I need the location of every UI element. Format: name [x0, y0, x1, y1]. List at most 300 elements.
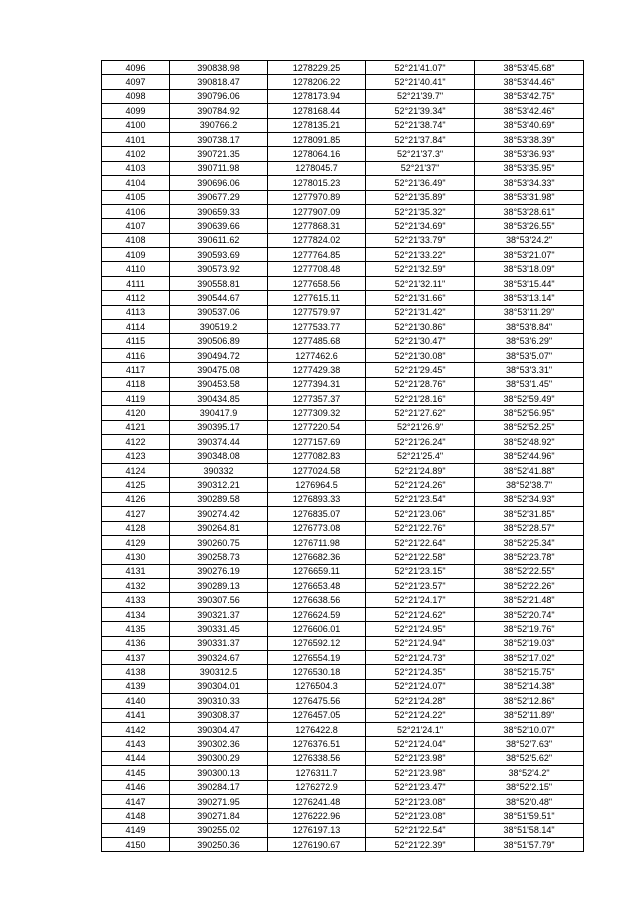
y-coordinate-cell: 1277764.85	[268, 248, 366, 262]
y-coordinate-cell: 1276893.33	[268, 492, 366, 506]
y-coordinate-cell: 1276682.36	[268, 550, 366, 564]
table-row	[102, 722, 584, 736]
latitude-cell: 52°21'23.08"	[366, 809, 475, 823]
y-coordinate-cell: 1276638.56	[268, 593, 366, 607]
longitude-cell: 38°52'44.96"	[475, 449, 584, 463]
y-coordinate-cell: 1276592.12	[268, 636, 366, 650]
longitude-cell: 38°52'12.86"	[475, 694, 584, 708]
longitude-cell: 38°53'26.55"	[475, 219, 584, 233]
x-coordinate-cell: 390284.17	[170, 780, 268, 794]
latitude-cell: 52°21'24.94"	[366, 636, 475, 650]
point-number-cell: 4116	[102, 348, 170, 362]
x-coordinate-cell: 390310.33	[170, 694, 268, 708]
table-row	[102, 593, 584, 607]
point-number-cell: 4108	[102, 233, 170, 247]
point-number-cell: 4134	[102, 607, 170, 621]
point-number-cell: 4101	[102, 132, 170, 146]
table-row	[102, 492, 584, 506]
longitude-cell: 38°53'40.69"	[475, 118, 584, 132]
y-coordinate-cell: 1276190.67	[268, 838, 366, 852]
table-row	[102, 435, 584, 449]
latitude-cell: 52°21'25.4"	[366, 449, 475, 463]
y-coordinate-cell: 1278045.7	[268, 161, 366, 175]
table-row	[102, 579, 584, 593]
table-row	[102, 780, 584, 794]
y-coordinate-cell: 1277309.32	[268, 406, 366, 420]
x-coordinate-cell: 390331.37	[170, 636, 268, 650]
y-coordinate-cell: 1277429.38	[268, 363, 366, 377]
x-coordinate-cell: 390573.92	[170, 262, 268, 276]
point-number-cell: 4138	[102, 665, 170, 679]
latitude-cell: 52°21'39.34"	[366, 104, 475, 118]
latitude-cell: 52°21'37"	[366, 161, 475, 175]
latitude-cell: 52°21'24.89"	[366, 463, 475, 477]
point-number-cell: 4103	[102, 161, 170, 175]
latitude-cell: 52°21'39.7"	[366, 89, 475, 103]
point-number-cell: 4100	[102, 118, 170, 132]
longitude-cell: 38°52'22.26"	[475, 579, 584, 593]
x-coordinate-cell: 390304.01	[170, 679, 268, 693]
point-number-cell: 4105	[102, 190, 170, 204]
y-coordinate-cell: 1277708.48	[268, 262, 366, 276]
y-coordinate-cell: 1278015.23	[268, 176, 366, 190]
point-number-cell: 4144	[102, 751, 170, 765]
x-coordinate-cell: 390304.47	[170, 722, 268, 736]
longitude-cell: 38°52'20.74"	[475, 607, 584, 621]
latitude-cell: 52°21'22.64"	[366, 535, 475, 549]
point-number-cell: 4146	[102, 780, 170, 794]
longitude-cell: 38°52'17.02"	[475, 651, 584, 665]
y-coordinate-cell: 1278064.16	[268, 147, 366, 161]
y-coordinate-cell: 1276311.7	[268, 766, 366, 780]
longitude-cell: 38°53'11.29"	[475, 305, 584, 319]
x-coordinate-cell: 390494.72	[170, 348, 268, 362]
point-number-cell: 4126	[102, 492, 170, 506]
x-coordinate-cell: 390332	[170, 463, 268, 477]
latitude-cell: 52°21'31.42"	[366, 305, 475, 319]
point-number-cell: 4133	[102, 593, 170, 607]
point-number-cell: 4149	[102, 823, 170, 837]
point-number-cell: 4115	[102, 334, 170, 348]
point-number-cell: 4107	[102, 219, 170, 233]
table-row	[102, 190, 584, 204]
table-row	[102, 521, 584, 535]
latitude-cell: 52°21'32.59"	[366, 262, 475, 276]
y-coordinate-cell: 1277868.31	[268, 219, 366, 233]
x-coordinate-cell: 390659.33	[170, 204, 268, 218]
point-number-cell: 4140	[102, 694, 170, 708]
x-coordinate-cell: 390300.29	[170, 751, 268, 765]
latitude-cell: 52°21'36.49"	[366, 176, 475, 190]
longitude-cell: 38°53'28.61"	[475, 204, 584, 218]
longitude-cell: 38°51'57.79"	[475, 838, 584, 852]
y-coordinate-cell: 1277462.6	[268, 348, 366, 362]
table-row	[102, 61, 584, 75]
x-coordinate-cell: 390721.35	[170, 147, 268, 161]
longitude-cell: 38°53'34.33"	[475, 176, 584, 190]
x-coordinate-cell: 390271.95	[170, 794, 268, 808]
point-number-cell: 4098	[102, 89, 170, 103]
point-number-cell: 4143	[102, 737, 170, 751]
longitude-cell: 38°53'38.39"	[475, 132, 584, 146]
y-coordinate-cell: 1278135.21	[268, 118, 366, 132]
x-coordinate-cell: 390331.45	[170, 622, 268, 636]
table-row	[102, 334, 584, 348]
longitude-cell: 38°52'59.49"	[475, 391, 584, 405]
latitude-cell: 52°21'24.35"	[366, 665, 475, 679]
y-coordinate-cell: 1276659.11	[268, 564, 366, 578]
x-coordinate-cell: 390838.98	[170, 61, 268, 75]
table-row	[102, 564, 584, 578]
x-coordinate-cell: 390321.37	[170, 607, 268, 621]
point-number-cell: 4132	[102, 579, 170, 593]
point-number-cell: 4147	[102, 794, 170, 808]
latitude-cell: 52°21'24.28"	[366, 694, 475, 708]
x-coordinate-cell: 390260.75	[170, 535, 268, 549]
longitude-cell: 38°53'1.45"	[475, 377, 584, 391]
x-coordinate-cell: 390475.08	[170, 363, 268, 377]
longitude-cell: 38°53'35.95"	[475, 161, 584, 175]
point-number-cell: 4142	[102, 722, 170, 736]
table-row	[102, 132, 584, 146]
y-coordinate-cell: 1277907.09	[268, 204, 366, 218]
table-row	[102, 291, 584, 305]
longitude-cell: 38°52'31.85"	[475, 507, 584, 521]
longitude-cell: 38°53'42.46"	[475, 104, 584, 118]
table-row	[102, 636, 584, 650]
x-coordinate-cell: 390258.73	[170, 550, 268, 564]
x-coordinate-cell: 390593.69	[170, 248, 268, 262]
latitude-cell: 52°21'33.79"	[366, 233, 475, 247]
x-coordinate-cell: 390271.84	[170, 809, 268, 823]
x-coordinate-cell: 390766.2	[170, 118, 268, 132]
latitude-cell: 52°21'23.15"	[366, 564, 475, 578]
x-coordinate-cell: 390434.85	[170, 391, 268, 405]
latitude-cell: 52°21'24.26"	[366, 478, 475, 492]
y-coordinate-cell: 1276457.05	[268, 708, 366, 722]
x-coordinate-cell: 390506.89	[170, 334, 268, 348]
point-number-cell: 4148	[102, 809, 170, 823]
y-coordinate-cell: 1276653.48	[268, 579, 366, 593]
point-number-cell: 4113	[102, 305, 170, 319]
y-coordinate-cell: 1277357.37	[268, 391, 366, 405]
x-coordinate-cell: 390307.56	[170, 593, 268, 607]
table-row	[102, 420, 584, 434]
table-row	[102, 219, 584, 233]
x-coordinate-cell: 390544.67	[170, 291, 268, 305]
latitude-cell: 52°21'26.24"	[366, 435, 475, 449]
point-number-cell: 4131	[102, 564, 170, 578]
longitude-cell: 38°53'45.68"	[475, 61, 584, 75]
y-coordinate-cell: 1277824.02	[268, 233, 366, 247]
table-row	[102, 377, 584, 391]
latitude-cell: 52°21'23.54"	[366, 492, 475, 506]
latitude-cell: 52°21'37.84"	[366, 132, 475, 146]
longitude-cell: 38°52'21.48"	[475, 593, 584, 607]
y-coordinate-cell: 1277579.97	[268, 305, 366, 319]
x-coordinate-cell: 390264.81	[170, 521, 268, 535]
x-coordinate-cell: 390453.58	[170, 377, 268, 391]
x-coordinate-cell: 390300.13	[170, 766, 268, 780]
latitude-cell: 52°21'24.1"	[366, 722, 475, 736]
table-row	[102, 305, 584, 319]
table-row	[102, 794, 584, 808]
longitude-cell: 38°53'36.93"	[475, 147, 584, 161]
latitude-cell: 52°21'33.22"	[366, 248, 475, 262]
table-row	[102, 348, 584, 362]
x-coordinate-cell: 390255.02	[170, 823, 268, 837]
y-coordinate-cell: 1276711.98	[268, 535, 366, 549]
longitude-cell: 38°53'3.31"	[475, 363, 584, 377]
point-number-cell: 4139	[102, 679, 170, 693]
longitude-cell: 38°52'34.93"	[475, 492, 584, 506]
point-number-cell: 4127	[102, 507, 170, 521]
point-number-cell: 4117	[102, 363, 170, 377]
table-row	[102, 838, 584, 852]
y-coordinate-cell: 1276272.9	[268, 780, 366, 794]
latitude-cell: 52°21'22.58"	[366, 550, 475, 564]
latitude-cell: 52°21'23.57"	[366, 579, 475, 593]
x-coordinate-cell: 390395.17	[170, 420, 268, 434]
y-coordinate-cell: 1276624.59	[268, 607, 366, 621]
table-row	[102, 118, 584, 132]
longitude-cell: 38°52'11.89"	[475, 708, 584, 722]
longitude-cell: 38°52'10.07"	[475, 722, 584, 736]
table-row	[102, 708, 584, 722]
y-coordinate-cell: 1276773.08	[268, 521, 366, 535]
longitude-cell: 38°52'41.88"	[475, 463, 584, 477]
point-number-cell: 4137	[102, 651, 170, 665]
point-number-cell: 4112	[102, 291, 170, 305]
longitude-cell: 38°52'0.48"	[475, 794, 584, 808]
x-coordinate-cell: 390639.66	[170, 219, 268, 233]
y-coordinate-cell: 1276554.19	[268, 651, 366, 665]
point-number-cell: 4118	[102, 377, 170, 391]
point-number-cell: 4111	[102, 276, 170, 290]
x-coordinate-cell: 390289.58	[170, 492, 268, 506]
table-row	[102, 766, 584, 780]
point-number-cell: 4124	[102, 463, 170, 477]
table-row	[102, 147, 584, 161]
table-row	[102, 104, 584, 118]
latitude-cell: 52°21'24.73"	[366, 651, 475, 665]
longitude-cell: 38°52'52.25"	[475, 420, 584, 434]
longitude-cell: 38°53'6.29"	[475, 334, 584, 348]
y-coordinate-cell: 1276964.5	[268, 478, 366, 492]
longitude-cell: 38°52'14.38"	[475, 679, 584, 693]
longitude-cell: 38°53'44.46"	[475, 75, 584, 89]
y-coordinate-cell: 1276835.07	[268, 507, 366, 521]
table-row	[102, 809, 584, 823]
x-coordinate-cell: 390312.5	[170, 665, 268, 679]
latitude-cell: 52°21'29.45"	[366, 363, 475, 377]
x-coordinate-cell: 390348.08	[170, 449, 268, 463]
y-coordinate-cell: 1276197.13	[268, 823, 366, 837]
x-coordinate-cell: 390250.36	[170, 838, 268, 852]
point-number-cell: 4130	[102, 550, 170, 564]
longitude-cell: 38°53'8.84"	[475, 320, 584, 334]
x-coordinate-cell: 390417.9	[170, 406, 268, 420]
longitude-cell: 38°51'58.14"	[475, 823, 584, 837]
y-coordinate-cell: 1277533.77	[268, 320, 366, 334]
longitude-cell: 38°51'59.51"	[475, 809, 584, 823]
y-coordinate-cell: 1277615.11	[268, 291, 366, 305]
table-row	[102, 89, 584, 103]
longitude-cell: 38°52'38.7"	[475, 478, 584, 492]
x-coordinate-cell: 390312.21	[170, 478, 268, 492]
table-row	[102, 391, 584, 405]
latitude-cell: 52°21'41.07"	[366, 61, 475, 75]
table-row	[102, 550, 584, 564]
longitude-cell: 38°52'4.2"	[475, 766, 584, 780]
y-coordinate-cell: 1278091.85	[268, 132, 366, 146]
longitude-cell: 38°52'22.55"	[475, 564, 584, 578]
table-row	[102, 665, 584, 679]
x-coordinate-cell: 390818.47	[170, 75, 268, 89]
latitude-cell: 52°21'40.41"	[366, 75, 475, 89]
latitude-cell: 52°21'23.98"	[366, 751, 475, 765]
table-row	[102, 737, 584, 751]
table-row	[102, 535, 584, 549]
longitude-cell: 38°53'42.75"	[475, 89, 584, 103]
latitude-cell: 52°21'23.98"	[366, 766, 475, 780]
y-coordinate-cell: 1276530.18	[268, 665, 366, 679]
longitude-cell: 38°52'5.62"	[475, 751, 584, 765]
longitude-cell: 38°52'23.78"	[475, 550, 584, 564]
table-row	[102, 622, 584, 636]
x-coordinate-cell: 390796.06	[170, 89, 268, 103]
y-coordinate-cell: 1276475.56	[268, 694, 366, 708]
latitude-cell: 52°21'38.74"	[366, 118, 475, 132]
y-coordinate-cell: 1277658.56	[268, 276, 366, 290]
y-coordinate-cell: 1278229.25	[268, 61, 366, 75]
point-number-cell: 4145	[102, 766, 170, 780]
table-row	[102, 75, 584, 89]
point-number-cell: 4104	[102, 176, 170, 190]
table-row	[102, 320, 584, 334]
point-number-cell: 4129	[102, 535, 170, 549]
table-row	[102, 607, 584, 621]
latitude-cell: 52°21'24.07"	[366, 679, 475, 693]
table-row	[102, 161, 584, 175]
table-row	[102, 406, 584, 420]
point-number-cell: 4125	[102, 478, 170, 492]
point-number-cell: 4150	[102, 838, 170, 852]
point-number-cell: 4110	[102, 262, 170, 276]
point-number-cell: 4114	[102, 320, 170, 334]
table-row	[102, 751, 584, 765]
latitude-cell: 52°21'24.62"	[366, 607, 475, 621]
point-number-cell: 4096	[102, 61, 170, 75]
table-row	[102, 507, 584, 521]
y-coordinate-cell: 1277970.89	[268, 190, 366, 204]
table-row	[102, 363, 584, 377]
x-coordinate-cell: 390677.29	[170, 190, 268, 204]
latitude-cell: 52°21'28.76"	[366, 377, 475, 391]
latitude-cell: 52°21'24.22"	[366, 708, 475, 722]
point-number-cell: 4097	[102, 75, 170, 89]
table-row	[102, 478, 584, 492]
longitude-cell: 38°53'15.44"	[475, 276, 584, 290]
latitude-cell: 52°21'23.47"	[366, 780, 475, 794]
x-coordinate-cell: 390519.2	[170, 320, 268, 334]
longitude-cell: 38°52'48.92"	[475, 435, 584, 449]
y-coordinate-cell: 1276422.8	[268, 722, 366, 736]
point-number-cell: 4120	[102, 406, 170, 420]
latitude-cell: 52°21'26.9"	[366, 420, 475, 434]
y-coordinate-cell: 1277220.54	[268, 420, 366, 434]
y-coordinate-cell: 1276504.3	[268, 679, 366, 693]
x-coordinate-cell: 390302.36	[170, 737, 268, 751]
longitude-cell: 38°53'18.09"	[475, 262, 584, 276]
y-coordinate-cell: 1276376.51	[268, 737, 366, 751]
longitude-cell: 38°53'31.98"	[475, 190, 584, 204]
x-coordinate-cell: 390696.06	[170, 176, 268, 190]
point-number-cell: 4122	[102, 435, 170, 449]
latitude-cell: 52°21'27.62"	[366, 406, 475, 420]
point-number-cell: 4099	[102, 104, 170, 118]
latitude-cell: 52°21'30.47"	[366, 334, 475, 348]
point-number-cell: 4106	[102, 204, 170, 218]
latitude-cell: 52°21'22.76"	[366, 521, 475, 535]
longitude-cell: 38°52'28.57"	[475, 521, 584, 535]
table-row	[102, 276, 584, 290]
latitude-cell: 52°21'24.95"	[366, 622, 475, 636]
y-coordinate-cell: 1278206.22	[268, 75, 366, 89]
latitude-cell: 52°21'32.11"	[366, 276, 475, 290]
y-coordinate-cell: 1276241.48	[268, 794, 366, 808]
point-number-cell: 4135	[102, 622, 170, 636]
x-coordinate-cell: 390738.17	[170, 132, 268, 146]
latitude-cell: 52°21'35.89"	[366, 190, 475, 204]
x-coordinate-cell: 390374.44	[170, 435, 268, 449]
table-row	[102, 204, 584, 218]
y-coordinate-cell: 1278173.94	[268, 89, 366, 103]
latitude-cell: 52°21'23.08"	[366, 794, 475, 808]
table-row	[102, 233, 584, 247]
x-coordinate-cell: 390274.42	[170, 507, 268, 521]
latitude-cell: 52°21'35.32"	[366, 204, 475, 218]
table-row	[102, 176, 584, 190]
x-coordinate-cell: 390558.81	[170, 276, 268, 290]
point-number-cell: 4141	[102, 708, 170, 722]
latitude-cell: 52°21'31.66"	[366, 291, 475, 305]
x-coordinate-cell: 390324.67	[170, 651, 268, 665]
x-coordinate-cell: 390276.19	[170, 564, 268, 578]
point-number-cell: 4121	[102, 420, 170, 434]
latitude-cell: 52°21'23.06"	[366, 507, 475, 521]
longitude-cell: 38°53'5.07"	[475, 348, 584, 362]
y-coordinate-cell: 1276338.56	[268, 751, 366, 765]
point-number-cell: 4109	[102, 248, 170, 262]
x-coordinate-cell: 390784.92	[170, 104, 268, 118]
y-coordinate-cell: 1277082.83	[268, 449, 366, 463]
x-coordinate-cell: 390611.62	[170, 233, 268, 247]
latitude-cell: 52°21'37.3"	[366, 147, 475, 161]
table-row	[102, 823, 584, 837]
table-row	[102, 449, 584, 463]
longitude-cell: 38°53'21.07"	[475, 248, 584, 262]
y-coordinate-cell: 1277024.58	[268, 463, 366, 477]
longitude-cell: 38°52'56.95"	[475, 406, 584, 420]
longitude-cell: 38°52'19.76"	[475, 622, 584, 636]
latitude-cell: 52°21'24.17"	[366, 593, 475, 607]
coordinates-table-body	[102, 61, 584, 852]
longitude-cell: 38°53'24.2"	[475, 233, 584, 247]
latitude-cell: 52°21'34.69"	[366, 219, 475, 233]
coordinates-table	[101, 60, 584, 852]
x-coordinate-cell: 390289.13	[170, 579, 268, 593]
